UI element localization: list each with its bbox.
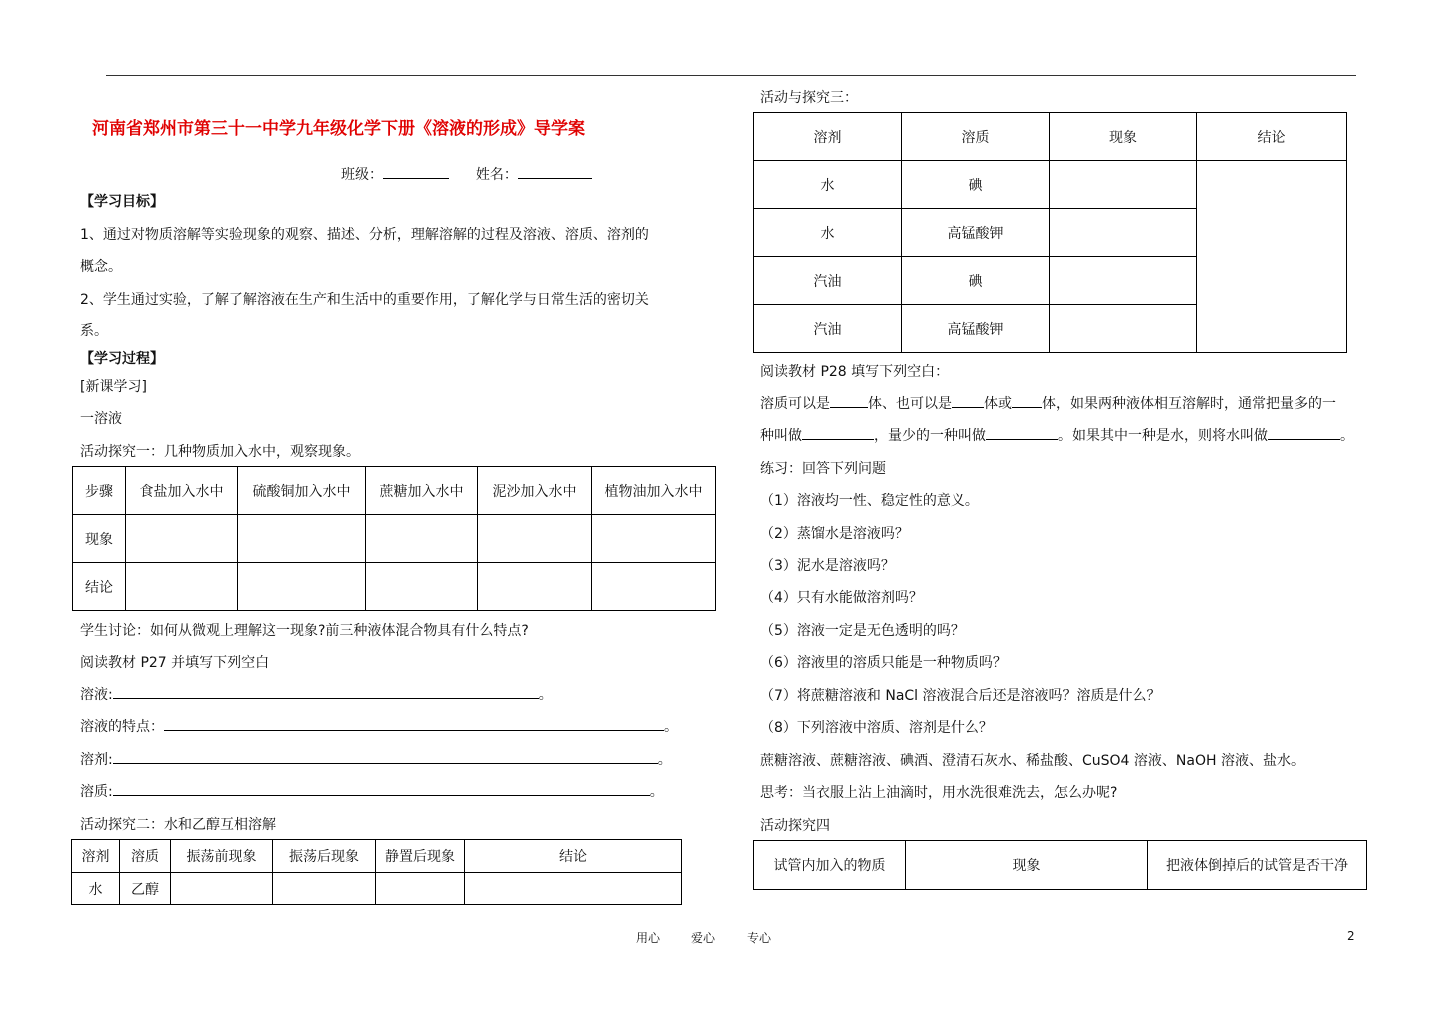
- class-blank[interactable]: [383, 164, 449, 179]
- table2-header-cell: 结论: [465, 840, 682, 873]
- p28-line1: [760, 393, 1336, 413]
- table2-header-cell: 溶剂: [72, 840, 120, 873]
- table3-header-cell: 结论: [1197, 113, 1347, 161]
- table3-header-cell: 溶剂: [754, 113, 902, 161]
- discussion-text: 学生讨论：如何从微观上理解这一现象?前三种液体混合物具有什么特点?: [80, 623, 529, 639]
- p28-line2: [760, 425, 1354, 445]
- question-4: （4）只有水能做溶剂吗？: [760, 590, 923, 606]
- table1-cell[interactable]: [126, 563, 238, 611]
- table1-header-cell: 步骤: [73, 467, 126, 515]
- p28-text: ，量少的一种叫做: [874, 428, 986, 444]
- activity1-label: 活动探究一：几种物质加入水中，观察现象。: [80, 444, 360, 460]
- table2-cell[interactable]: [376, 873, 465, 905]
- p28-blank[interactable]: [952, 393, 984, 408]
- footer-word-1: 用心: [636, 931, 661, 945]
- table-row: [754, 113, 1347, 161]
- fill-features-label: 溶液的特点：: [80, 719, 164, 735]
- table2-cell: 水: [72, 873, 120, 905]
- table2-header-cell: 振荡前现象: [171, 840, 273, 873]
- table2-header-cell: 溶质: [120, 840, 171, 873]
- process-heading: 【学习过程】: [80, 351, 164, 367]
- table3-cell: 水: [754, 209, 902, 257]
- p28-text: 体、也可以是: [868, 396, 952, 412]
- table1-cell[interactable]: [478, 563, 592, 611]
- table3-cell: 碘: [902, 257, 1050, 305]
- table1-header-cell: 植物油加入水中: [592, 467, 716, 515]
- fill-solvent-blank[interactable]: [113, 749, 658, 764]
- activity1-table: [72, 466, 716, 611]
- read-p27: 阅读教材 P27 并填写下列空白: [80, 655, 270, 671]
- period: 。: [657, 752, 672, 768]
- table1-cell[interactable]: [126, 515, 238, 563]
- class-field: [341, 164, 592, 184]
- table1-row-label: 结论: [73, 563, 126, 611]
- class-label: 班级：: [341, 167, 383, 183]
- fill-solute-blank[interactable]: [113, 781, 650, 796]
- table1-cell[interactable]: [238, 563, 366, 611]
- table3-cell[interactable]: [1050, 305, 1197, 353]
- table-row: [73, 515, 716, 563]
- table3-cell: 高锰酸钾: [902, 305, 1050, 353]
- table1-cell[interactable]: [592, 563, 716, 611]
- table3-conclusion-cell[interactable]: [1197, 161, 1347, 353]
- fill-solvent-line: [80, 749, 672, 769]
- question-6: （6）溶液里的溶质只能是一种物质吗？: [760, 655, 1007, 671]
- table2-cell[interactable]: [171, 873, 273, 905]
- table1-header-cell: 硫酸铜加入水中: [238, 467, 366, 515]
- question-5: （5）溶液一定是无色透明的吗？: [760, 623, 965, 639]
- table1-cell[interactable]: [478, 515, 592, 563]
- p28-blank[interactable]: [1012, 393, 1042, 408]
- table3-cell: 碘: [902, 161, 1050, 209]
- table1-header-cell: 泥沙加入水中: [478, 467, 592, 515]
- table-row: [72, 873, 682, 905]
- p28-text: 种叫做: [760, 428, 802, 444]
- p28-blank[interactable]: [1268, 425, 1340, 440]
- table1-cell[interactable]: [366, 563, 478, 611]
- table4-header-cell: 把液体倒掉后的试管是否干净: [1148, 841, 1367, 890]
- fill-solution-blank[interactable]: [113, 684, 539, 699]
- table1-cell[interactable]: [238, 515, 366, 563]
- p28-text: 体或: [984, 396, 1012, 412]
- practice-heading: 练习：回答下列问题: [760, 461, 886, 477]
- period: 。: [649, 784, 664, 800]
- question-7: （7）将蔗糖溶液和 NaCl 溶液混合后还是溶液吗？溶质是什么？: [760, 688, 1161, 704]
- goal1-line2: 概念。: [80, 259, 122, 275]
- p28-text: 体，如果两种液体相互溶解时，通常把量多的一: [1042, 396, 1336, 412]
- name-label: 姓名：: [475, 167, 518, 183]
- fill-features-line: [80, 716, 678, 736]
- question-3: （3）泥水是溶液吗？: [760, 558, 895, 574]
- footer-word-2: 爱心: [691, 931, 716, 945]
- table2-cell[interactable]: [465, 873, 682, 905]
- fill-solute-line: [80, 781, 664, 801]
- table-row: [72, 840, 682, 873]
- question-8: （8）下列溶液中溶质、溶剂是什么？: [760, 720, 993, 736]
- table4-header-cell: 现象: [906, 841, 1148, 890]
- activity4-table: [753, 840, 1367, 890]
- table-row: [73, 467, 716, 515]
- table2-cell: 乙醇: [120, 873, 171, 905]
- fill-solution-label: 溶液:: [80, 687, 113, 703]
- fill-features-blank[interactable]: [164, 716, 664, 731]
- page-number: 2: [1347, 929, 1355, 943]
- new-lesson: [新课学习]: [80, 379, 147, 395]
- document-title: 河南省郑州市第三十一中学九年级化学下册《溶液的形成》导学案: [92, 119, 585, 139]
- name-blank[interactable]: [518, 164, 592, 179]
- table1-header-cell: 食盐加入水中: [126, 467, 238, 515]
- table3-cell[interactable]: [1050, 161, 1197, 209]
- p28-blank[interactable]: [830, 393, 868, 408]
- table2-header-cell: 静置后现象: [376, 840, 465, 873]
- table3-cell: 高锰酸钾: [902, 209, 1050, 257]
- table3-cell[interactable]: [1050, 257, 1197, 305]
- fill-solvent-label: 溶剂:: [80, 752, 113, 768]
- goals-heading: 【学习目标】: [80, 194, 164, 210]
- activity2-table: [71, 839, 682, 905]
- p28-text: 。如果其中一种是水，则将水叫做: [1058, 428, 1268, 444]
- header-rule: [106, 75, 1356, 76]
- table3-cell: 汽油: [754, 257, 902, 305]
- table4-header-cell: 试管内加入的物质: [754, 841, 906, 890]
- table1-header-cell: 蔗糖加入水中: [366, 467, 478, 515]
- table3-header-cell: 溶质: [902, 113, 1050, 161]
- p28-text: 溶质可以是: [760, 396, 830, 412]
- fill-solute-label: 溶质:: [80, 784, 113, 800]
- goal2-line2: 系。: [80, 323, 108, 339]
- activity2-label: 活动探究二：水和乙醇互相溶解: [80, 817, 276, 833]
- period: 。: [538, 687, 553, 703]
- goal2-line1: 2、学生通过实验，了解了解溶液在生产和生活中的重要作用，了解化学与日常生活的密切关: [80, 292, 649, 308]
- question-1: （1）溶液均一性、稳定性的意义。: [760, 493, 979, 509]
- activity3-table: [753, 112, 1347, 353]
- think-text: 思考：当衣服上沾上油滴时，用水洗很难洗去，怎么办呢?: [760, 785, 1118, 801]
- section-one: 一溶液: [80, 411, 122, 427]
- table1-row-label: 现象: [73, 515, 126, 563]
- table2-header-cell: 振荡后现象: [273, 840, 376, 873]
- solutions-list: 蔗糖溶液、蔗糖溶液、碘酒、澄清石灰水、稀盐酸、CuSO4 溶液、NaOH 溶液、盐水。: [760, 753, 1305, 769]
- p28-blank[interactable]: [802, 425, 874, 440]
- goal1-line1: 1、通过对物质溶解等实验现象的观察、描述、分析，理解溶解的过程及溶液、溶质、溶剂的: [80, 227, 649, 243]
- table-row: [754, 161, 1347, 209]
- table3-cell: 水: [754, 161, 902, 209]
- fill-solution-line: [80, 684, 553, 704]
- period: 。: [664, 719, 678, 735]
- activity3-label: 活动与探究三：: [760, 90, 858, 106]
- question-2: （2）蒸馏水是溶液吗？: [760, 526, 909, 542]
- table3-cell: 汽油: [754, 305, 902, 353]
- activity4-label: 活动探究四: [760, 818, 830, 834]
- footer-word-3: 专心: [747, 931, 772, 945]
- p28-text: 。: [1340, 428, 1354, 444]
- table3-header-cell: 现象: [1050, 113, 1197, 161]
- table-row: [73, 563, 716, 611]
- read-p28: 阅读教材 P28 填写下列空白：: [760, 364, 950, 380]
- table3-cell[interactable]: [1050, 209, 1197, 257]
- table1-cell[interactable]: [592, 515, 716, 563]
- table1-cell[interactable]: [366, 515, 478, 563]
- table2-cell[interactable]: [273, 873, 376, 905]
- p28-blank[interactable]: [986, 425, 1058, 440]
- table-row: [754, 841, 1367, 890]
